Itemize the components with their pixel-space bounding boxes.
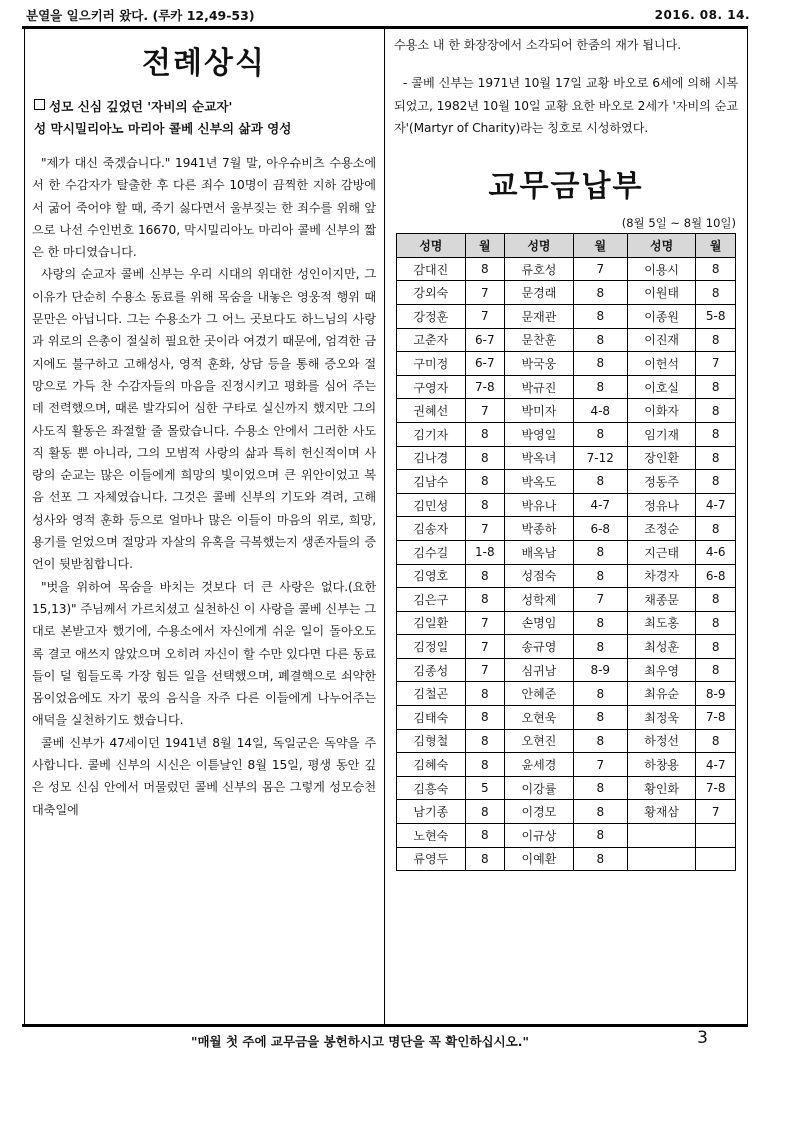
table-row <box>397 446 736 470</box>
month-cell: 8 <box>696 588 736 612</box>
member-name-cell: 지근태 <box>627 540 696 564</box>
member-name-cell <box>627 847 696 871</box>
member-name-cell: 이진재 <box>627 328 696 352</box>
square-bullet-icon <box>34 99 45 110</box>
member-name-cell: 김수길 <box>397 540 466 564</box>
top-rule <box>22 26 748 29</box>
member-name-cell: 윤세경 <box>505 753 574 777</box>
member-name-cell: 노현숙 <box>397 824 466 848</box>
column-header: 월 <box>696 234 736 258</box>
month-cell: 5-8 <box>696 304 736 328</box>
table-row <box>397 304 736 328</box>
member-name-cell: 최정욱 <box>627 706 696 730</box>
member-name-cell: 구영자 <box>397 375 466 399</box>
month-cell: 8 <box>573 824 627 848</box>
member-name-cell: 오현진 <box>505 729 574 753</box>
month-cell: 8 <box>696 517 736 541</box>
member-name-cell: 김흥숙 <box>397 776 466 800</box>
month-cell: 7 <box>465 635 505 659</box>
article-paragraph-2: 사랑의 순교자 콜베 신부는 우리 시대의 위대한 성인이지만, 그 이유가 단순히 수용소 동료를 위해 목숨을 내놓은 영웅적 행위 때문만은 아닙니다. 그는 수용소가 그 어느 곳보다도 하느님의 사랑과 위로의 은총이 절실히 필요한 곳이라 여겼기 때문에, 엄격한 금지에도 불구하고 고해성사, 영적 훈화, 상담 등을 통해 증오와 절망으로 가득 찬 수감자들의 마음을 진정시키고 평화를 심어 주는데 전력했으며, 때론 발각되어 심한 구타로 실신까지 했지만 그의 사도직 활동은 좌절할 줄 몰랐습니다. 수용소 안에서 그러한 사도직 활동 뿐 아니라, 그의 모범적 사랑의 삶과 특히 헌신적이며 사랑의 순교는 많은 이들에게 희망의 빛이었으며 큰 위안이었고 복음 선포 그 자체였습니다. 그것은 콜베 신부의 기도와 격려, 고해 성사와 영적 훈화 등으로 얼마나 많은 이들이 마음의 위로, 희망, 용기를 얻었으며 절망과 자살의 유혹을 극복했는지 생존자들의 증언이 뒷받침합니다. <box>32 267 376 572</box>
table-header-row <box>397 234 736 258</box>
article-paragraph-4: 콜베 신부가 47세이던 1941년 8월 14일, 독일군은 독약을 주사합니다. 콜베 신부의 시신은 이튿날인 8월 15일, 평생 동안 깊은 성모 신심 안에서 머물렀던 콜베 신부의 몸은 그렇게 성모승천대축일에 <box>32 735 376 817</box>
member-name-cell: 김형철 <box>397 729 466 753</box>
footer-notice: "매월 첫 주에 교무금을 봉헌하시고 명단을 꼭 확인하십시오." <box>190 1034 530 1049</box>
month-cell: 7-8 <box>696 776 736 800</box>
member-name-cell: 박영일 <box>505 422 574 446</box>
column-divider <box>384 28 385 1024</box>
month-cell: 7 <box>465 399 505 423</box>
member-name-cell: 이원태 <box>627 281 696 305</box>
member-name-cell: 김태숙 <box>397 706 466 730</box>
article-paragraph-1: "제가 대신 죽겠습니다." 1941년 7월 말, 아우슈비츠 수용소에서 한 수감자가 탈출한 후 다른 죄수 10명이 끔찍한 지하 감방에서 굶어 죽어야 할 때, 죽기 싫다면서 울부짖는 한 죄수를 위해 앞으로 나선 수인번호 16670, 막시밀리아노 마리아 콜베 신부의 짧은 한 마디였습니다. <box>32 156 376 260</box>
member-name-cell: 황인화 <box>627 776 696 800</box>
month-cell: 8-9 <box>573 658 627 682</box>
table-row <box>397 470 736 494</box>
member-name-cell: 이경모 <box>505 800 574 824</box>
table-row <box>397 682 736 706</box>
member-name-cell: 김영호 <box>397 564 466 588</box>
contribution-table <box>396 233 736 871</box>
bottom-rule <box>22 1024 748 1027</box>
header-date: 2016. 08. 14. <box>654 8 750 22</box>
month-cell: 8 <box>573 776 627 800</box>
month-cell: 1-8 <box>465 540 505 564</box>
table-row <box>397 776 736 800</box>
month-cell: 8 <box>465 847 505 871</box>
table-row <box>397 658 736 682</box>
member-name-cell: 이화자 <box>627 399 696 423</box>
member-name-cell: 김민성 <box>397 493 466 517</box>
month-cell: 7 <box>696 352 736 376</box>
member-name-cell: 박국웅 <box>505 352 574 376</box>
month-cell: 8-9 <box>696 682 736 706</box>
member-name-cell: 하창용 <box>627 753 696 777</box>
member-name-cell: 박옥도 <box>505 470 574 494</box>
member-name-cell: 정동주 <box>627 470 696 494</box>
month-cell: 8 <box>696 375 736 399</box>
member-name-cell: 김정일 <box>397 635 466 659</box>
month-cell <box>696 847 736 871</box>
member-name-cell: 김기자 <box>397 422 466 446</box>
member-name-cell: 배옥남 <box>505 540 574 564</box>
member-name-cell: 김혜숙 <box>397 753 466 777</box>
member-name-cell: 김철곤 <box>397 682 466 706</box>
table-row <box>397 847 736 871</box>
column-header: 성명 <box>505 234 574 258</box>
table-row <box>397 729 736 753</box>
month-cell: 7 <box>573 753 627 777</box>
month-cell: 7 <box>465 611 505 635</box>
member-name-cell: 이예환 <box>505 847 574 871</box>
member-name-cell: 성학제 <box>505 588 574 612</box>
table-row <box>397 399 736 423</box>
month-cell: 4-6 <box>696 540 736 564</box>
month-cell: 8 <box>465 588 505 612</box>
month-cell: 7 <box>465 517 505 541</box>
canonization-note: - 콜베 신부는 1971년 10월 17일 교황 바오로 6세에 의해 시복되었고, 1982년 10월 10일 교황 요한 바오로 2세가 '자비의 순교자'(Martyr of Charity)라는 칭호로 시성하였다. <box>394 76 738 135</box>
member-name-cell: 박옥녀 <box>505 446 574 470</box>
month-cell: 8 <box>573 706 627 730</box>
month-cell: 6-8 <box>696 564 736 588</box>
month-cell: 8 <box>573 422 627 446</box>
table-row <box>397 517 736 541</box>
table-row <box>397 564 736 588</box>
member-name-cell: 문경래 <box>505 281 574 305</box>
member-name-cell: 장인환 <box>627 446 696 470</box>
table-row <box>397 422 736 446</box>
month-cell: 8 <box>573 540 627 564</box>
month-cell: 7 <box>465 281 505 305</box>
member-name-cell: 황재삼 <box>627 800 696 824</box>
month-cell: 8 <box>573 328 627 352</box>
month-cell: 8 <box>696 635 736 659</box>
left-column <box>32 34 376 821</box>
month-cell: 7 <box>465 658 505 682</box>
month-cell: 7-12 <box>573 446 627 470</box>
month-cell: 4-8 <box>573 399 627 423</box>
member-name-cell: 이규상 <box>505 824 574 848</box>
month-cell: 6-7 <box>465 352 505 376</box>
month-cell: 5 <box>465 776 505 800</box>
month-cell: 8 <box>465 446 505 470</box>
month-cell: 7 <box>696 800 736 824</box>
member-name-cell: 손명임 <box>505 611 574 635</box>
month-cell: 8 <box>465 257 505 281</box>
member-name-cell: 감대진 <box>397 257 466 281</box>
month-cell: 8 <box>696 611 736 635</box>
month-cell: 8 <box>696 446 736 470</box>
member-name-cell: 강외숙 <box>397 281 466 305</box>
month-cell: 8 <box>696 729 736 753</box>
month-cell: 8 <box>465 824 505 848</box>
month-cell: 8 <box>573 635 627 659</box>
month-cell <box>696 824 736 848</box>
right-column <box>394 34 738 871</box>
column-header: 성명 <box>627 234 696 258</box>
member-name-cell: 최우영 <box>627 658 696 682</box>
member-name-cell: 김나경 <box>397 446 466 470</box>
month-cell: 8 <box>573 375 627 399</box>
header-gospel-reference: 분열을 일으키러 왔다. (루카 12,49-53) <box>26 8 255 23</box>
member-name-cell: 이강률 <box>505 776 574 800</box>
month-cell: 4-7 <box>573 493 627 517</box>
member-name-cell: 김일환 <box>397 611 466 635</box>
month-cell: 8 <box>696 470 736 494</box>
member-name-cell: 하정선 <box>627 729 696 753</box>
table-row <box>397 493 736 517</box>
member-name-cell: 박종하 <box>505 517 574 541</box>
table-row <box>397 706 736 730</box>
month-cell: 8 <box>465 564 505 588</box>
member-name-cell: 심귀남 <box>505 658 574 682</box>
column-header: 월 <box>573 234 627 258</box>
month-cell: 7 <box>465 304 505 328</box>
month-cell: 6-8 <box>573 517 627 541</box>
table-row <box>397 328 736 352</box>
month-cell: 8 <box>696 658 736 682</box>
member-name-cell: 송규영 <box>505 635 574 659</box>
page-number: 3 <box>697 1028 708 1048</box>
month-cell: 4-7 <box>696 753 736 777</box>
member-name-cell: 고춘자 <box>397 328 466 352</box>
member-name-cell: 류호성 <box>505 257 574 281</box>
member-name-cell: 이호실 <box>627 375 696 399</box>
member-name-cell: 이종원 <box>627 304 696 328</box>
month-cell: 8 <box>696 257 736 281</box>
table-row <box>397 588 736 612</box>
month-cell: 8 <box>573 682 627 706</box>
left-border <box>24 28 25 1024</box>
month-cell: 8 <box>573 611 627 635</box>
member-name-cell: 구미정 <box>397 352 466 376</box>
month-cell: 8 <box>573 281 627 305</box>
member-name-cell: 박미자 <box>505 399 574 423</box>
member-name-cell: 류영두 <box>397 847 466 871</box>
member-name-cell: 최도홍 <box>627 611 696 635</box>
month-cell: 6-7 <box>465 328 505 352</box>
member-name-cell: 이용시 <box>627 257 696 281</box>
table-row <box>397 753 736 777</box>
right-border <box>747 28 748 1024</box>
member-name-cell: 차경자 <box>627 564 696 588</box>
month-cell: 8 <box>465 753 505 777</box>
month-cell: 8 <box>696 328 736 352</box>
member-name-cell: 권혜선 <box>397 399 466 423</box>
member-name-cell: 오현욱 <box>505 706 574 730</box>
table-row <box>397 257 736 281</box>
month-cell: 8 <box>696 422 736 446</box>
month-cell: 8 <box>465 470 505 494</box>
table-row <box>397 540 736 564</box>
member-name-cell: 강정훈 <box>397 304 466 328</box>
member-name-cell: 최성훈 <box>627 635 696 659</box>
month-cell: 8 <box>696 281 736 305</box>
month-cell: 8 <box>573 470 627 494</box>
month-cell: 7-8 <box>465 375 505 399</box>
table-row <box>397 375 736 399</box>
table-row <box>397 611 736 635</box>
month-cell: 8 <box>465 493 505 517</box>
member-name-cell: 김은구 <box>397 588 466 612</box>
month-cell: 8 <box>465 682 505 706</box>
member-name-cell: 박유나 <box>505 493 574 517</box>
month-cell: 8 <box>465 729 505 753</box>
month-cell: 8 <box>573 304 627 328</box>
article-subtitle-2: 성 막시밀리아노 마리아 콜베 신부의 삶과 영성 <box>34 121 292 136</box>
month-cell: 7-8 <box>696 706 736 730</box>
month-cell: 8 <box>696 399 736 423</box>
member-name-cell: 안혜준 <box>505 682 574 706</box>
member-name-cell: 조정순 <box>627 517 696 541</box>
member-name-cell: 남기종 <box>397 800 466 824</box>
month-cell: 8 <box>465 800 505 824</box>
member-name-cell <box>627 824 696 848</box>
month-cell: 8 <box>573 729 627 753</box>
month-cell: 7 <box>573 588 627 612</box>
member-name-cell: 문재관 <box>505 304 574 328</box>
member-name-cell: 정유나 <box>627 493 696 517</box>
table-row <box>397 800 736 824</box>
month-cell: 8 <box>573 352 627 376</box>
roster-period: (8월 5일 ~ 8월 10일) <box>621 216 736 231</box>
table-row <box>397 824 736 848</box>
month-cell: 8 <box>573 800 627 824</box>
column-header: 월 <box>465 234 505 258</box>
month-cell: 8 <box>573 847 627 871</box>
table-row <box>397 352 736 376</box>
month-cell: 7 <box>573 257 627 281</box>
member-name-cell: 임기재 <box>627 422 696 446</box>
member-name-cell: 최유순 <box>627 682 696 706</box>
column-header: 성명 <box>397 234 466 258</box>
liturgy-title: 전례상식 <box>142 46 266 81</box>
member-name-cell: 채종문 <box>627 588 696 612</box>
month-cell: 8 <box>465 422 505 446</box>
member-name-cell: 김종성 <box>397 658 466 682</box>
member-name-cell: 성점숙 <box>505 564 574 588</box>
member-name-cell: 김송자 <box>397 517 466 541</box>
member-name-cell: 문찬훈 <box>505 328 574 352</box>
article-subtitle-1: 성모 신심 깊었던 '자비의 순교자' <box>34 96 376 118</box>
table-row <box>397 281 736 305</box>
member-name-cell: 이헌석 <box>627 352 696 376</box>
table-row <box>397 635 736 659</box>
month-cell: 8 <box>465 706 505 730</box>
member-name-cell: 김남수 <box>397 470 466 494</box>
article-continuation: 수용소 내 한 화장장에서 소각되어 한줌의 재가 됩니다. <box>394 38 682 52</box>
month-cell: 4-7 <box>696 493 736 517</box>
month-cell: 8 <box>573 564 627 588</box>
article-paragraph-3: "벗을 위하여 목숨을 바치는 것보다 더 큰 사랑은 없다.(요한 15,13)" 주님께서 가르치셨고 실천하신 이 사랑을 콜베 신부는 그대로 본받고자 했기에, 수용소에서 자신에게 쉬운 일이 돌아오도록 결코 애쓰지 않았으며 오히려 자신이 할 수만 있다면 다른 동료들이 덜 힘들도록 가장 힘든 일을 선택했으며, 폐결핵으로 쇠약한 몸이었음에도 자기 몫의 음식을 자주 다른 이들에게 나누어주는 애덕을 실천하기도 했습니다. <box>32 579 376 728</box>
roster-title: 교무금납부 <box>488 169 644 205</box>
member-name-cell: 박규진 <box>505 375 574 399</box>
